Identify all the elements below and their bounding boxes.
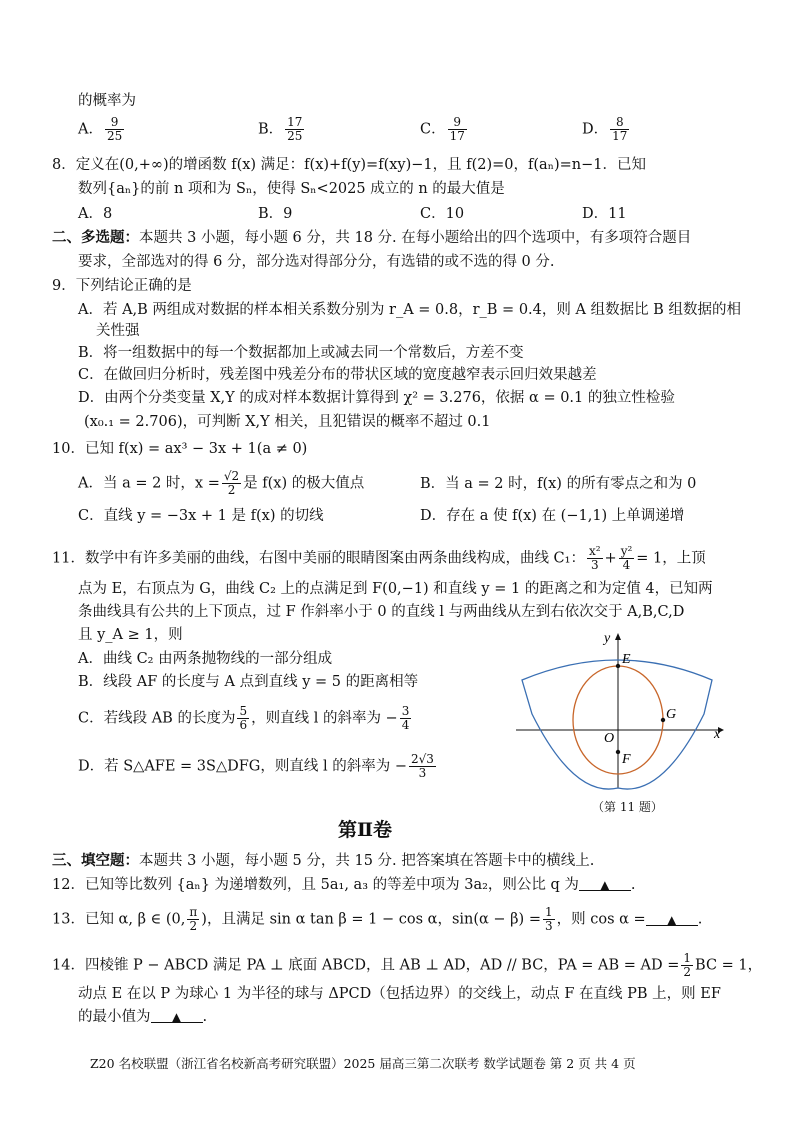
q13 (52, 906, 702, 933)
section-3-header (52, 852, 594, 870)
numerator: y² (620, 544, 633, 558)
denominator: 3 (418, 766, 427, 780)
denominator: 6 (239, 718, 248, 732)
section-title: 三、填空题： (52, 852, 139, 869)
fraction (237, 705, 249, 732)
q8-line1: 8．定义在(0,+∞)的增函数 f(x) 满足：f(x)+f(y)=f(xy)−1，且 f(2)=0，f(aₙ)=n−1．已知 (52, 157, 646, 173)
option-label: C． (420, 121, 446, 138)
fraction (105, 116, 124, 143)
q12 (52, 876, 636, 894)
q11-line4: 且 y_A ≥ 1，则 (78, 627, 183, 643)
q11-option-d (78, 753, 438, 780)
q14-line3 (78, 1008, 207, 1026)
q11-text: 11．数学中有许多美丽的曲线，右图中美丽的眼睛图案由两条曲线构成，曲线 C₁： (52, 550, 585, 567)
q7-option-a (78, 116, 126, 143)
q7-option-c (420, 116, 469, 143)
denominator: 4 (401, 718, 410, 732)
question-text: 12．已知等比数列 {aₙ} 为递增数列，且 5a₁, a₃ 的等差中项为 3a₂，则公比 q 为 (52, 877, 579, 893)
label-o: O (604, 731, 615, 746)
q9-option-a-cont: 关性强 (96, 323, 140, 339)
option-text: D．若 S△AFE = 3S△DFG，则直线 l 的斜率为 − (78, 758, 407, 775)
denominator: 25 (106, 129, 123, 143)
y-axis-arrow-icon (615, 633, 621, 640)
numerator: 1 (544, 905, 553, 919)
numerator: 9 (105, 116, 124, 130)
denominator: 2 (683, 965, 692, 979)
fraction (285, 116, 304, 143)
question-text: 13．已知 α, β ∈ (0, (52, 911, 186, 928)
label-x: x (714, 727, 721, 742)
denominator: 3 (544, 919, 553, 933)
denominator: 3 (590, 558, 599, 572)
fraction (587, 545, 603, 572)
section-2-header (52, 229, 691, 247)
q11-option-c (78, 705, 413, 732)
point-f (616, 750, 620, 754)
q11-option-b: B．线段 AF 的长度与 A 点到直线 y = 5 的距离相等 (78, 674, 419, 690)
section-2-line2: 要求，全部选对的得 6 分，部分选对得部分分，有选错的或不选的得 0 分. (78, 254, 555, 270)
section-title: 二、多选题： (52, 229, 139, 246)
q11-option-a: A．曲线 C₂ 由两条抛物线的一部分组成 (78, 651, 333, 667)
answer-blank[interactable]: ▲ (151, 1008, 203, 1023)
numerator: 8 (610, 116, 629, 130)
numerator: 2√3 (411, 752, 434, 766)
q9-option-b: B．将一组数据中的每一个数据都加上或减去同一个常数后，方差不变 (78, 345, 524, 361)
q7-option-b (258, 116, 306, 143)
section-instructions: 本题共 3 小题，每小题 6 分，共 18 分. 在每小题给出的四个选项中，有多项符合题目 (139, 230, 692, 246)
q11-eye-figure (512, 628, 742, 798)
q10-option-d: D．存在 a 使 f(x) 在 (−1,1) 上单调递增 (420, 508, 685, 524)
numerator: 3 (401, 704, 410, 718)
q11-line1 (52, 545, 706, 572)
fraction (610, 116, 629, 143)
q9-option-a: A．若 A,B 两组成对数据的样本相关系数分别为 r_A = 0.8，r_B = 0.4，则 A 组数据比 B 组数据的相 (78, 302, 741, 318)
q14-line1 (52, 952, 762, 979)
denominator: 17 (612, 129, 628, 143)
question-text: BC = 1， (695, 957, 763, 974)
q9-option-c: C．在做回归分析时，残差图中残差分布的带状区域的宽度越窄表示回归效果越差 (78, 367, 597, 383)
q10-option-b: B．当 a = 2 时，f(x) 的所有零点之和为 0 (420, 476, 697, 492)
question-text: )，且满足 sin α tan β = 1 − cos α，sin(α − β) = (201, 911, 541, 928)
denominator: 25 (287, 129, 303, 143)
fraction (400, 705, 412, 732)
q11-line2: 点为 E，右顶点为 G，曲线 C₂ 上的点满足到 F(0,−1) 和直线 y = 1 的距离之和为定值 4，已知两 (78, 581, 713, 597)
numerator: 5 (239, 704, 248, 718)
q9-option-d: D．由两个分类变量 X,Y 的成对样本数据计算得到 χ² = 3.276，依据 α = 0.1 的独立性检验 (78, 390, 675, 406)
point-g (661, 718, 665, 722)
part-2-title: 第Ⅱ卷 (338, 819, 393, 841)
numerator: 9 (448, 116, 467, 130)
numerator: 17 (287, 115, 303, 129)
denominator: 17 (449, 129, 465, 143)
period: . (630, 877, 636, 893)
label-y: y (604, 631, 611, 646)
option-text: A．当 a = 2 时，x = (78, 475, 220, 492)
q8-option-d: D．11 (582, 206, 627, 222)
option-text: ，则直线 l 的斜率为 − (251, 710, 398, 727)
option-text: C．若线段 AB 的长度为 (78, 710, 236, 727)
q8-line2: 数列{aₙ}的前 n 项和为 Sₙ，使得 Sₙ<2025 成立的 n 的最大值是 (78, 181, 505, 197)
q7-option-d (582, 116, 631, 143)
q8-option-a: A．8 (78, 206, 113, 222)
fraction (448, 116, 467, 143)
q10-option-c: C．直线 y = −3x + 1 是 f(x) 的切线 (78, 508, 324, 524)
point-e (616, 664, 620, 668)
q8-option-b: B．9 (258, 206, 293, 222)
option-label: D． (582, 121, 609, 138)
denominator: 2 (227, 483, 236, 497)
label-g: G (666, 707, 677, 722)
option-label: B． (258, 121, 284, 138)
option-text: 是 f(x) 的极大值点 (243, 475, 365, 492)
answer-blank[interactable]: ▲ (579, 876, 631, 891)
question-text: 的最小值为 (78, 1009, 151, 1025)
q7-stem-tail: 的概率为 (78, 93, 136, 109)
fraction (187, 906, 199, 933)
numerator: 1 (683, 951, 692, 965)
period: . (202, 1009, 208, 1025)
period: . (697, 911, 703, 928)
denominator: 4 (622, 558, 631, 572)
option-label: A． (78, 121, 103, 138)
q14-line2: 动点 E 在以 P 为球心 1 为半径的球与 ΔPCD（包括边界）的交线上，动点 F 在直线 PB 上，则 EF (78, 986, 721, 1002)
page-footer: Z20 名校联盟（浙江省名校新高考研究联盟）2025 届高三第二次联考 数学试题卷 第 2 页 共 4 页 (90, 1056, 636, 1071)
q11-line3: 条曲线具有公共的上下顶点，过 F 作斜率小于 0 的直线 l 与两曲线从左到右依次交于 A,B,C,D (78, 604, 685, 620)
q10-option-a (78, 470, 364, 497)
denominator: 2 (189, 919, 198, 933)
fraction (619, 545, 635, 572)
label-f: F (622, 752, 631, 767)
q10-stem: 10．已知 f(x) = ax³ − 3x + 1(a ≠ 0) (52, 441, 308, 457)
section-instructions: 本题共 3 小题，每小题 5 分，共 15 分. 把答案填在答题卡中的横线上. (139, 853, 595, 869)
plus-sign: + (604, 550, 617, 567)
fraction (543, 906, 555, 933)
figure-caption: （第 11 题） (592, 800, 663, 814)
fraction (409, 753, 436, 780)
fraction (681, 952, 693, 979)
q9-option-d-cont: (x₀.₁ = 2.706)，可判断 X,Y 相关，且犯错误的概率不超过 0.1 (84, 414, 491, 430)
label-e: E (622, 652, 631, 667)
curve-c2 (522, 660, 712, 789)
fraction (222, 470, 241, 497)
numerator: √2 (223, 469, 240, 483)
q11-text: = 1，上顶 (636, 550, 706, 567)
question-text: 14．四棱锥 P − ABCD 满足 PA ⊥ 底面 ABCD，且 AB ⊥ AD，AD // BC，PA = AB = AD = (52, 957, 680, 974)
numerator: π (189, 905, 198, 919)
question-text: ，则 cos α = (556, 911, 646, 928)
q8-option-c: C．10 (420, 206, 465, 222)
numerator: x² (588, 544, 601, 558)
answer-blank[interactable]: ▲ (646, 911, 698, 926)
q9-stem: 9．下列结论正确的是 (52, 278, 192, 294)
